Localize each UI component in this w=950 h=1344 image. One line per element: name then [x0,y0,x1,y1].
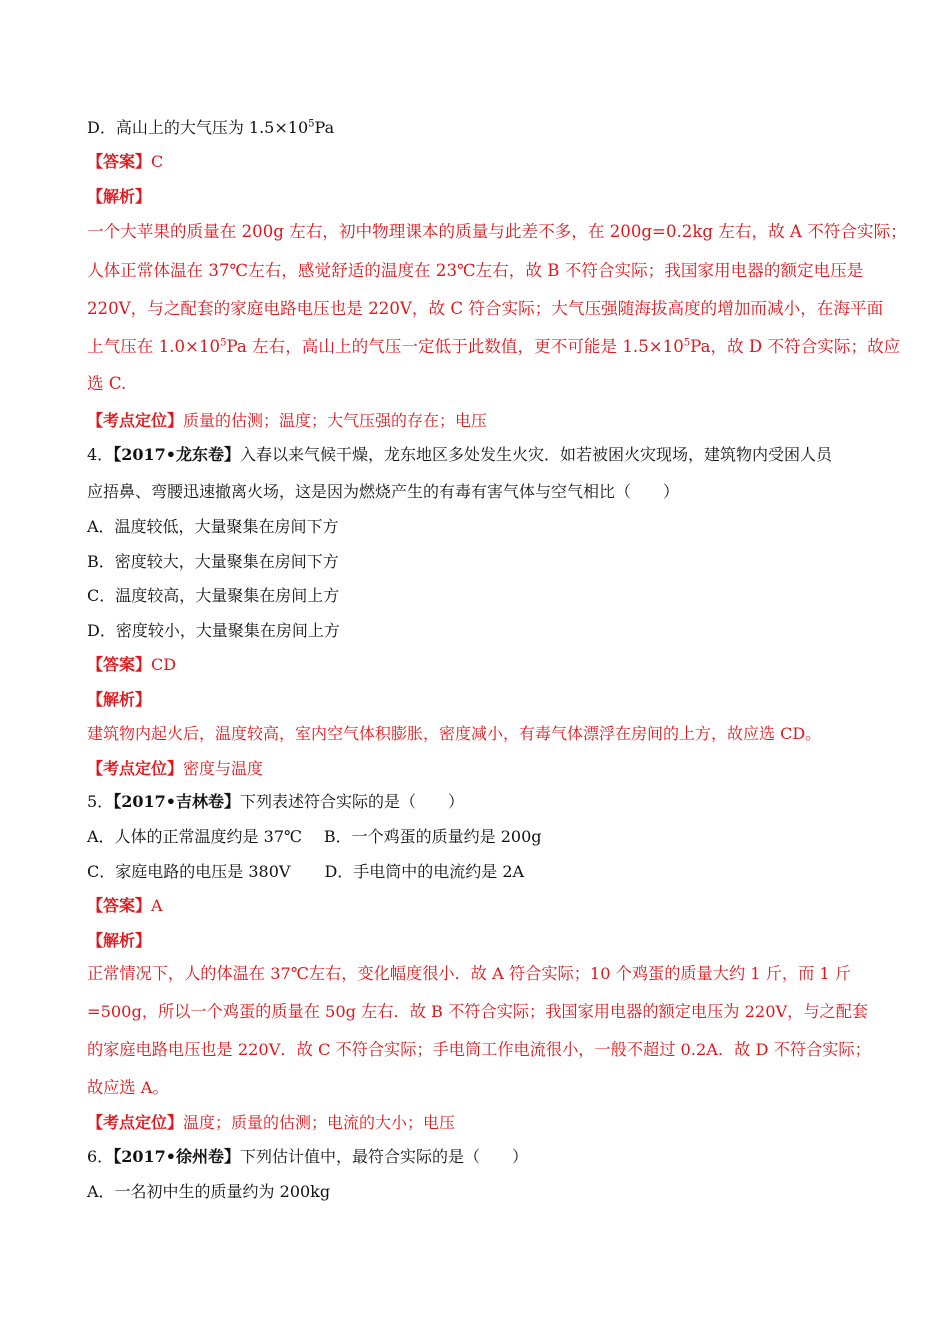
q4-analysis-label: 【解析】 [87,690,152,709]
q4-answer: 【答案】CD [87,655,177,674]
q4-stem-line-1: 4．【2017•龙东卷】入春以来气候干燥，龙东地区多处发生火灾．如若被困火灾现场，建筑物内受困人员 [87,445,832,464]
q3-answer: 【答案】C [87,152,164,171]
q4-option-b: B．密度较大，大量聚集在房间下方 [87,552,339,571]
q4-option-d: D．密度较小，大量聚集在房间上方 [87,621,340,640]
q6-option-a: A．一名初中生的质量约为 200kg [87,1182,331,1201]
q3-analysis-line-1: 一个大苹果的质量在 200g 左右，初中物理课本的质量与此差不多，在 200g=0.2kg 左右，故 A 不符合实际； [87,222,907,241]
q5-option-b: B．一个鸡蛋的质量约是 200g [323,827,542,846]
q4-knowledge-point: 【考点定位】密度与温度 [87,759,264,778]
q3-analysis-line-3: 220V，与之配套的家庭电路电压也是 220V，故 C 符合实际；大气压强随海拔高度的增加而减小，在海平面 [87,299,884,318]
q3-knowledge-point: 【考点定位】质量的估测；温度；大气压强的存在；电压 [87,411,488,430]
q3-analysis-label: 【解析】 [87,187,152,206]
q5-options-row-1 [87,827,542,847]
q5-knowledge-point: 【考点定位】温度；质量的估测；电流的大小；电压 [87,1113,456,1132]
q5-analysis-line-2: =500g，所以一个鸡蛋的质量在 50g 左右．故 B 不符合实际；我国家用电器的额定电压为 220V，与之配套 [87,1002,869,1021]
q6-stem: 6．【2017•徐州卷】下列估计值中，最符合实际的是（ ） [87,1147,528,1166]
q5-analysis-line-4: 故应选 A。 [87,1078,169,1097]
q3-analysis-line-2: 人体正常体温在 37℃左右，感觉舒适的温度在 23℃左右，故 B 不符合实际；我国家用电器的额定电压是 [87,261,864,280]
q5-option-a: A．人体的正常温度约是 37℃ [87,827,302,846]
q5-stem: 5．【2017•吉林卷】下列表述符合实际的是（ ） [87,792,464,811]
q5-answer: 【答案】A [87,896,163,915]
q5-analysis-line-1: 正常情况下，人的体温在 37℃左右，变化幅度很小．故 A 符合实际；10 个鸡蛋的质量大约 1 斤，而 1 斤 [87,964,852,983]
q5-option-d: D．手电筒中的电流约是 2A [324,862,525,881]
q4-stem-line-2: 应捂鼻、弯腰迅速撤离火场，这是因为燃烧产生的有毒有害气体与空气相比（ ） [87,482,680,501]
q5-options-row-2 [87,862,524,882]
q5-option-c: C．家庭电路的电压是 380V [87,862,291,881]
q3-option-d: D．高山上的大气压为 $1.5\times 10^5Pa$ [87,118,335,137]
q3-analysis-line-4: 上气压在 $1.0\times 10^5Pa$ 左右，高山上的气压一定低于此数值，更不可能是 $1.5\times 10^5Pa$，故 D 不符合实际；故应 [87,337,901,356]
q4-option-c: C．温度较高，大量聚集在房间上方 [87,586,340,605]
q5-analysis-label: 【解析】 [87,931,152,950]
q4-analysis: 建筑物内起火后，温度较高，室内空气体积膨胀，密度减小，有毒气体漂浮在房间的上方，故应选 CD。 [87,724,822,743]
q5-analysis-line-3: 的家庭电路电压也是 220V．故 C 不符合实际；手电筒工作电流很小，一般不超过 0.2A．故 D 不符合实际； [87,1040,871,1059]
q3-analysis-line-5: 选 C. [87,374,127,393]
q4-option-a: A．温度较低，大量聚集在房间下方 [87,517,339,536]
